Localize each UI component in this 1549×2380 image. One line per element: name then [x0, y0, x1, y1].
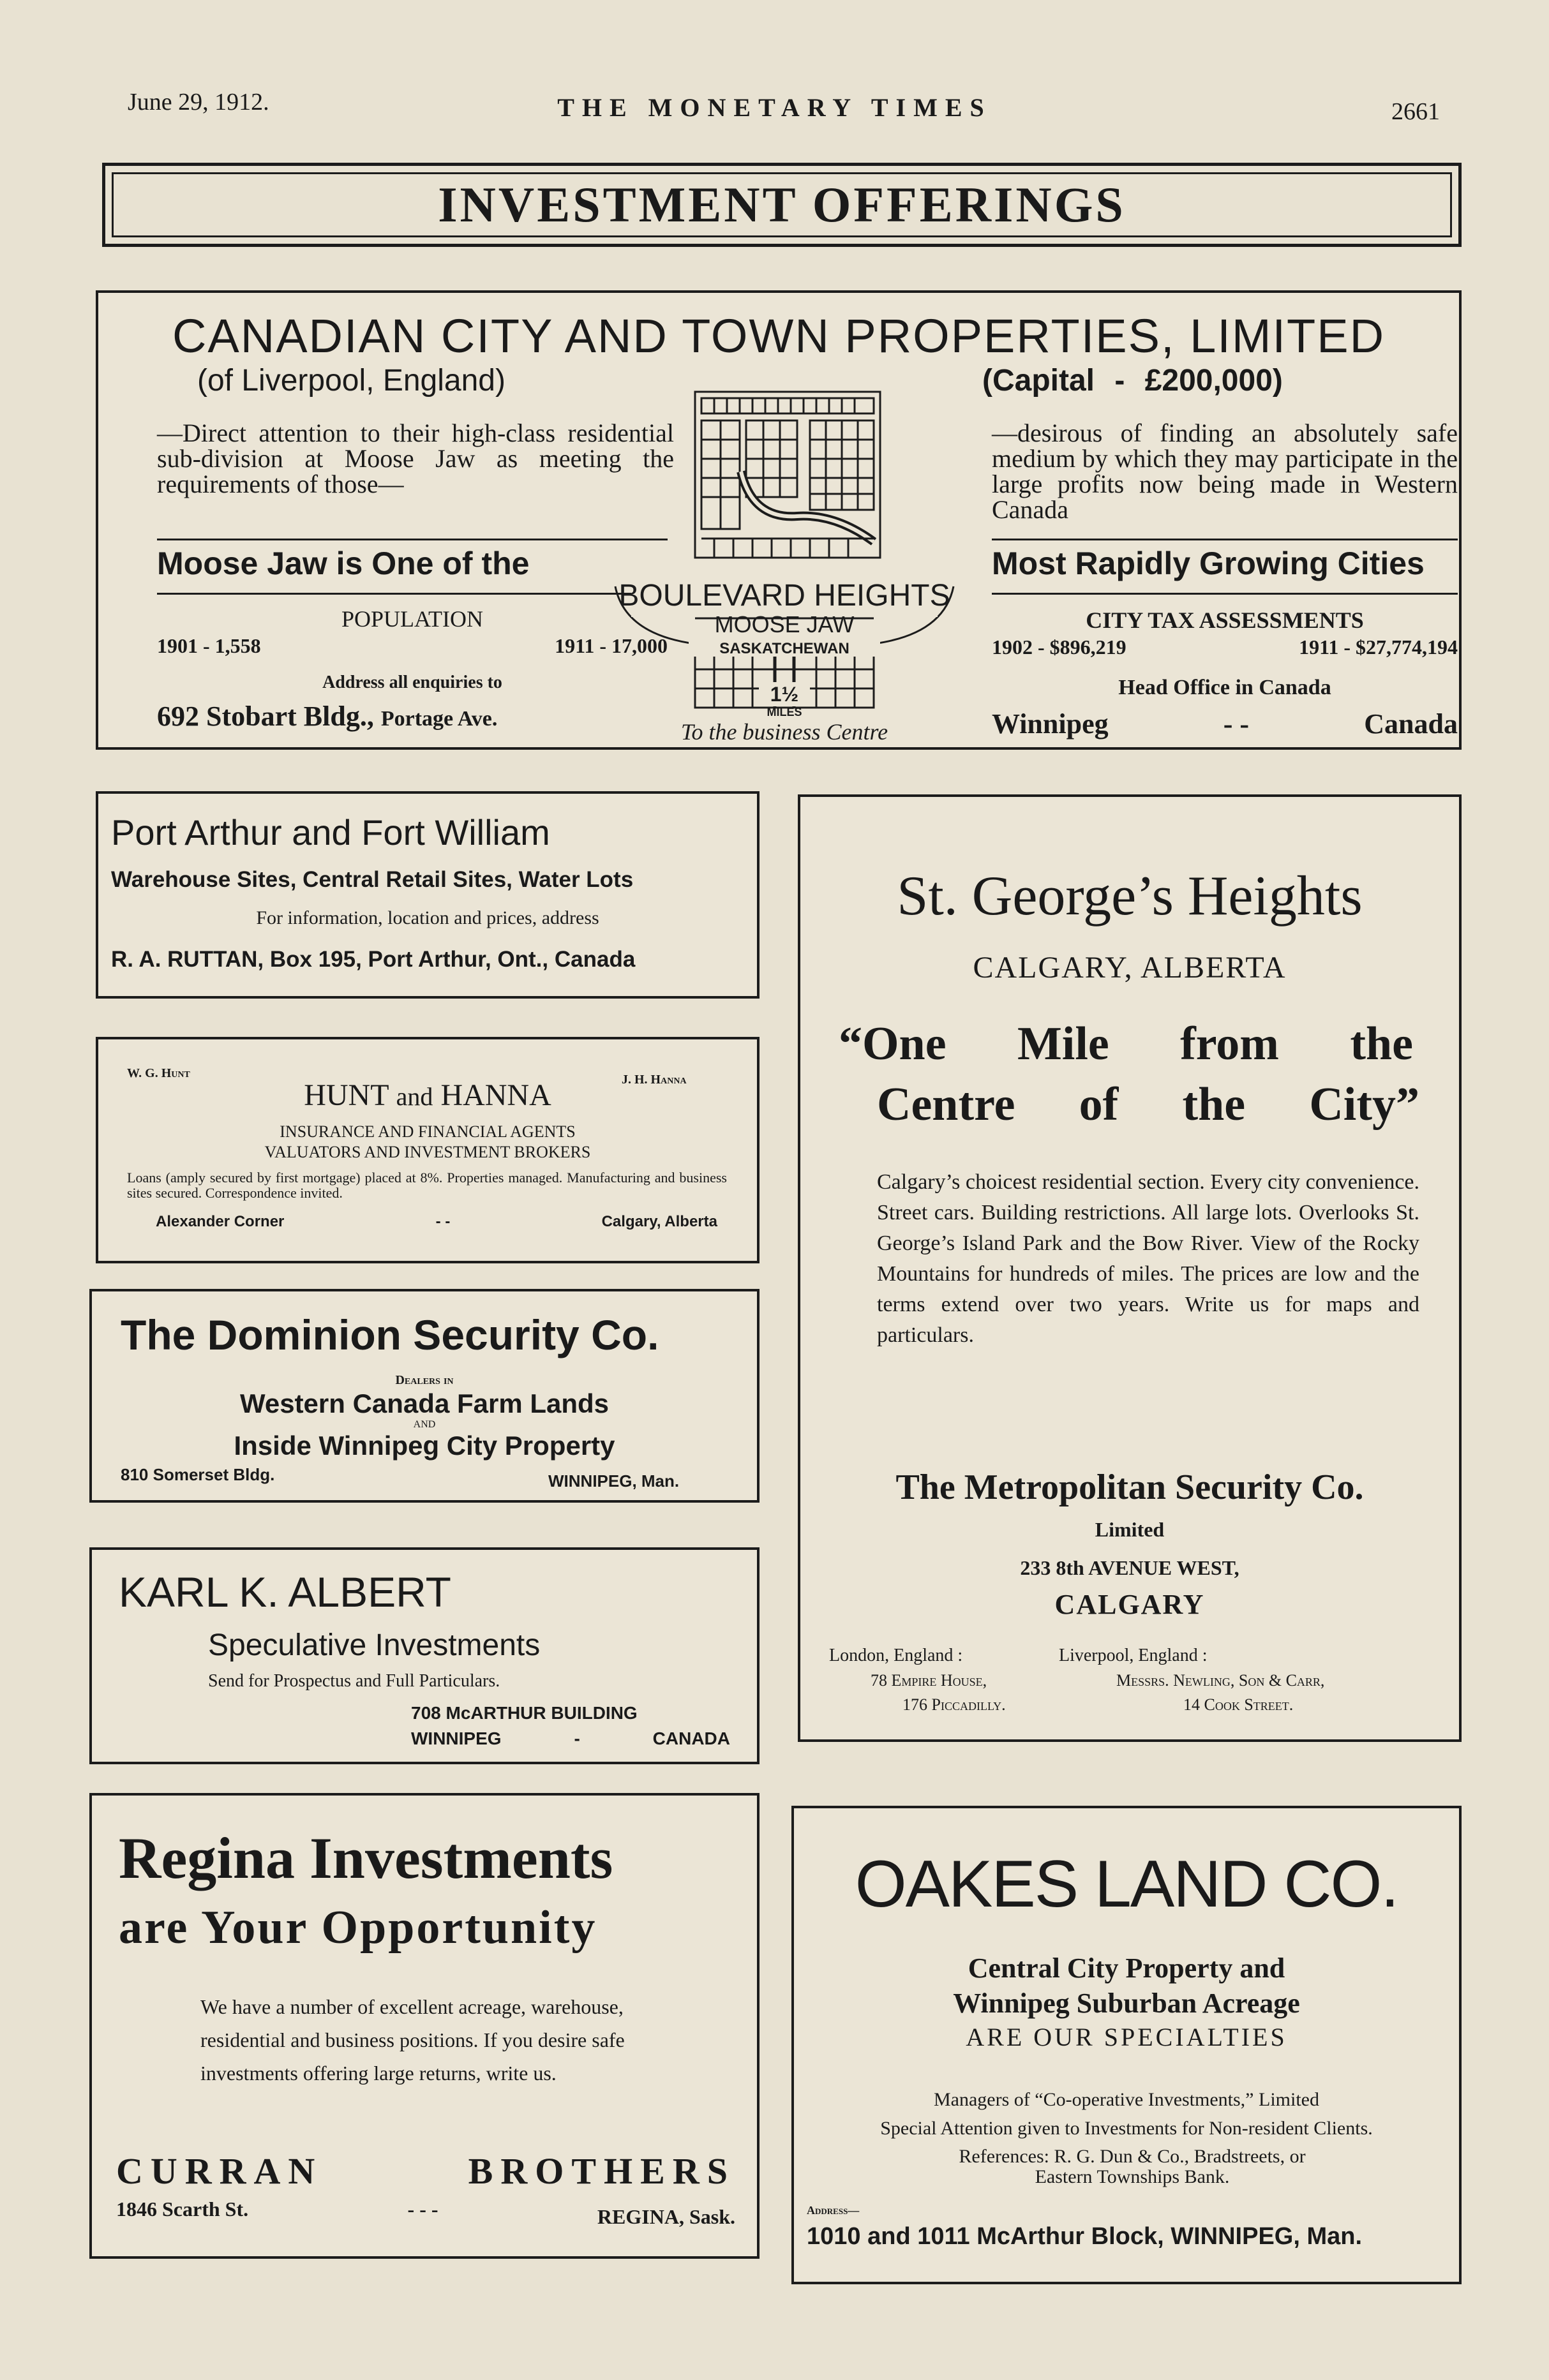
logo-name: BOULEVARD HEIGHTS [618, 579, 950, 613]
ad-right-paragraph: —desirous of finding an absolutely safe medium by which they may participate in the large profits now being made in Western Canada [992, 419, 1458, 524]
section-banner [102, 163, 1462, 247]
divider [157, 539, 668, 540]
ad-title: KARL K. ALBERT [119, 1568, 451, 1616]
london-address-2: 176 Piccadilly. [902, 1695, 1006, 1714]
logo-distance: 1½ [770, 683, 799, 706]
address-country: CANADA [652, 1729, 730, 1748]
address-city: WINNIPEG [411, 1729, 502, 1748]
ad-and: AND [413, 1419, 436, 1430]
ad-info: For information, location and prices, address [256, 907, 599, 928]
liverpool-address-1: Messrs. Newling, Son & Carr, [1116, 1671, 1325, 1690]
tax-1911: 1911 - $27,774,194 [1299, 636, 1458, 658]
boulevard-heights-logo [606, 382, 963, 746]
address-street: 1846 Scarth St. [116, 2198, 249, 2220]
ad-line1: Western Canada Farm Lands [239, 1388, 610, 1418]
divider [157, 593, 668, 595]
ad-oakes-land [791, 1806, 1462, 2284]
ad-references: References: R. G. Dun & Co., Bradstreets, or Eastern Townships Bank. [959, 2146, 1306, 2187]
ad-address: R. A. RUTTAN, Box 195, Port Arthur, Ont., Canada [111, 947, 636, 972]
liverpool-label: Liverpool, England : [1059, 1646, 1208, 1665]
ad-sites: Warehouse Sites, Central Retail Sites, Water Lots [111, 867, 634, 892]
partner-left: W. G. Hunt [127, 1066, 190, 1080]
ad-line2: Winnipeg Suburban Acreage [953, 1988, 1300, 2019]
ad-title [98, 1078, 757, 1113]
ad-address-left: 810 Somerset Bldg. [121, 1465, 275, 1484]
location-left: Alexander Corner [156, 1213, 285, 1230]
population-1901: 1901 - 1,558 [157, 634, 261, 657]
ad-loans: Loans (amply secured by first mortgage) placed at 8%. Properties managed. Manufacturing and business sites secured. Correspondence invited. [127, 1170, 727, 1201]
address-main: 692 Stobart Bldg., [157, 701, 374, 732]
ad-port-arthur [96, 791, 760, 999]
address-street: Portage Ave. [380, 707, 498, 731]
title-hunt: HUNT [304, 1078, 389, 1112]
ad-quote-line1: “One Mile from the [839, 1018, 1413, 1070]
logo-caption: To the business Centre [680, 719, 888, 745]
ad-right-heading: Most Rapidly Growing Cities [992, 546, 1425, 581]
ad-special: Special Attention given to Investments for Non-resident Clients. [880, 2118, 1373, 2139]
ad-quote-line2: Centre of the City” [877, 1078, 1419, 1131]
office-dash: - - [1223, 708, 1250, 740]
ad-st-georges-heights [798, 794, 1462, 1742]
ad-title: The Dominion Security Co. [121, 1311, 659, 1358]
ad-karl-albert [89, 1547, 760, 1764]
office-location [992, 708, 1458, 740]
london-address-1: 78 Empire House, [871, 1671, 987, 1690]
ad-send: Send for Prospectus and Full Particulars. [208, 1671, 500, 1691]
ad-dominion-security [89, 1289, 760, 1503]
ad-address-right: WINNIPEG, Man. [548, 1471, 680, 1491]
ad-location [156, 1213, 717, 1231]
title-and: and [396, 1082, 433, 1111]
partner-right: J. H. Hanna [622, 1073, 687, 1087]
tax-label: CITY TAX ASSESSMENTS [1086, 607, 1364, 633]
population-values [157, 634, 668, 658]
title-hanna: HANNA [440, 1078, 551, 1112]
company-name: The Metropolitan Security Co. [895, 1468, 1364, 1507]
capital-value: £200,000) [1144, 364, 1283, 398]
liverpool-address-2: 14 Cook Street. [1183, 1695, 1294, 1714]
ad-capital [982, 363, 1283, 398]
company-limited: Limited [1095, 1518, 1165, 1541]
ad-address2 [411, 1729, 730, 1749]
section-title: INVESTMENT OFFERINGS [438, 177, 1126, 232]
ad-line3: ARE OUR SPECIALTIES [966, 2023, 1287, 2051]
address-dash: - - - [407, 2198, 438, 2220]
logo-miles: MILES [767, 706, 802, 718]
ad-title: CANADIAN CITY AND TOWN PROPERTIES, LIMITED [172, 309, 1386, 362]
ad-regina-investments [89, 1793, 760, 2259]
location-dash: - - [435, 1213, 451, 1230]
address-city: REGINA, Sask. [597, 2205, 735, 2228]
ad-line1: Central City Property and [968, 1952, 1285, 1984]
ad-title: Port Arthur and Fort William [111, 812, 550, 852]
ad-title: Regina Investments [119, 1826, 613, 1891]
subdivision-plan-icon [606, 382, 963, 746]
tax-values [992, 636, 1458, 659]
logo-province: SASKATCHEWAN [719, 640, 849, 657]
ad-title: OAKES LAND CO. [855, 1847, 1398, 1921]
ad-address1: 708 McARTHUR BUILDING [411, 1703, 638, 1723]
office-label: Head Office in Canada [1118, 676, 1331, 699]
office-country: Canada [1364, 708, 1458, 740]
capital-label: (Capital [982, 364, 1095, 398]
ad-hunt-and-hanna [96, 1037, 760, 1263]
ad-left-paragraph: —Direct attention to their high-class residential sub-division at Moose Jaw as meeting the requirements of those— [157, 419, 674, 498]
ad-subtitle: Speculative Investments [208, 1628, 541, 1662]
ad-left-heading: Moose Jaw is One of the [157, 546, 530, 581]
page-date: June 29, 1912. [128, 89, 269, 115]
ad-address [116, 2198, 735, 2229]
ad-managers: Managers of “Co-operative Investments,” Limited [934, 2089, 1319, 2110]
tax-1902: 1902 - $896,219 [992, 636, 1126, 658]
divider [992, 539, 1458, 540]
location-right: Calgary, Alberta [601, 1213, 717, 1230]
office-city: Winnipeg [992, 708, 1109, 740]
population-1911: 1911 - 17,000 [555, 634, 668, 657]
ad-location: CALGARY, ALBERTA [973, 951, 1287, 985]
address [157, 700, 497, 733]
ad-subtitle: are Your Opportunity [119, 1901, 597, 1954]
publication-title: THE MONETARY TIMES [557, 93, 992, 122]
ad-address-label: Address— [807, 2204, 860, 2217]
london-label: London, England : [829, 1646, 963, 1665]
address-label: Address all enquiries to [322, 673, 502, 692]
ad-line2: VALUATORS AND INVESTMENT BROKERS [264, 1143, 591, 1161]
page-number: 2661 [1391, 98, 1440, 125]
ad-dealers: Dealers in [395, 1373, 454, 1387]
ad-address: 1010 and 1011 McArthur Block, WINNIPEG, Man. [807, 2223, 1363, 2250]
ad-title: St. George’s Heights [897, 865, 1363, 927]
ad-origin: (of Liverpool, England) [197, 364, 505, 398]
ad-firm: CURRAN BROTHERS [116, 2150, 735, 2192]
ad-line2: Inside Winnipeg City Property [234, 1431, 615, 1461]
population-label: POPULATION [341, 606, 483, 632]
address-dash: - [574, 1729, 580, 1748]
capital-dash: - [1114, 364, 1125, 398]
company-city: CALGARY [1054, 1589, 1205, 1620]
ad-body: Calgary’s choicest residential section. Every city convenience. Street cars. Building restrictions. All large lots. Overlooks St. George’s Island Park and the Bow River. View of the Rocky Mountains for hundreds of miles. The prices are low and the terms extend over two years. Write us for maps and particulars. [877, 1170, 1419, 1347]
logo-city: MOOSE JAW [714, 611, 855, 637]
company-street: 233 8th AVENUE WEST, [1020, 1556, 1239, 1579]
divider [992, 593, 1458, 595]
ad-canadian-city-properties [96, 290, 1462, 750]
ad-body: We have a number of excellent acreage, warehouse, residential and business positions. If you desire safe investments offering large returns, write us. [200, 1995, 625, 2085]
ad-line1: INSURANCE AND FINANCIAL AGENTS [280, 1122, 576, 1141]
